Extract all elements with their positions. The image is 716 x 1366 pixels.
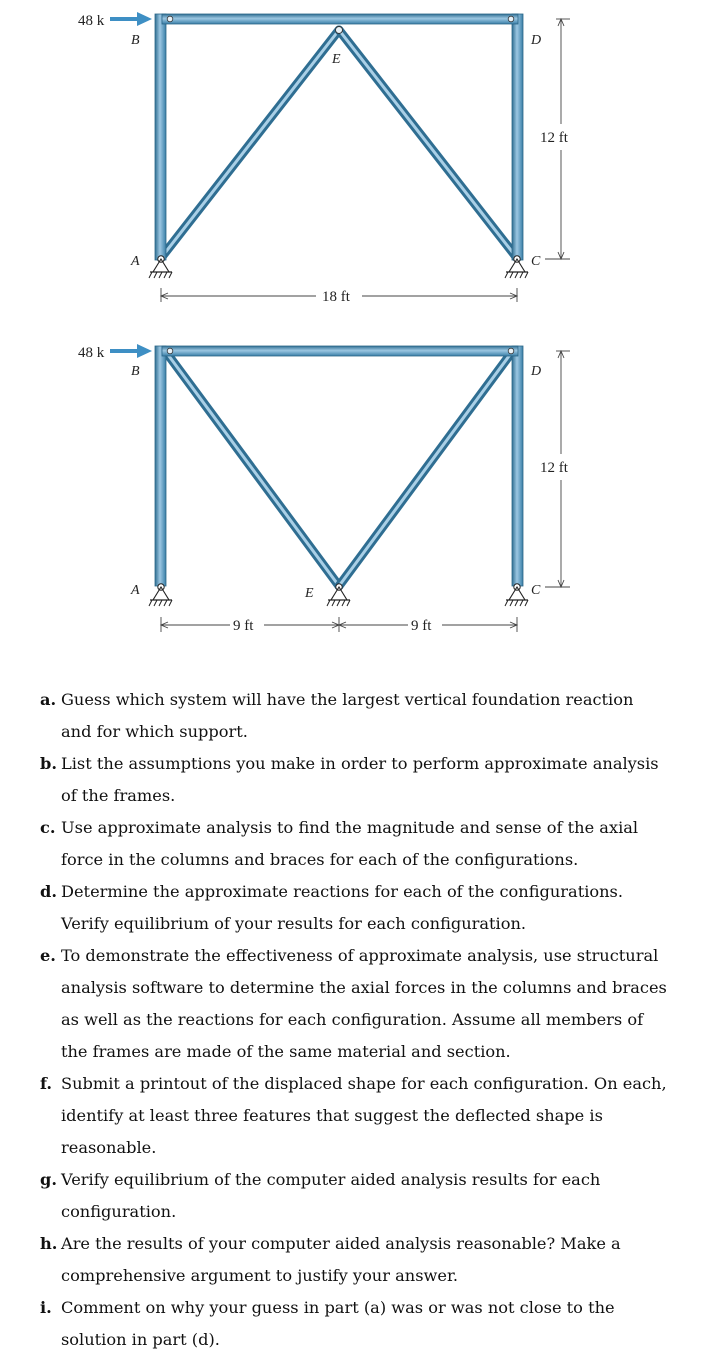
node-label-c: C <box>531 254 541 269</box>
node-label-b: B <box>131 33 140 48</box>
support-a-2 <box>149 584 172 606</box>
load-label-2: 48 k <box>78 345 105 361</box>
question-list <box>40 684 668 1356</box>
question-letter: e. <box>40 946 56 965</box>
question-text: Verify equilibrium of the computer aided analysis results for each configuration. <box>61 1170 601 1221</box>
node-label-c-2: C <box>531 583 541 598</box>
question-letter: d. <box>40 882 57 901</box>
support-e-2 <box>327 584 350 606</box>
frame-1 <box>78 12 570 305</box>
node-label-b-2: B <box>131 364 140 379</box>
question-letter: i. <box>40 1298 52 1317</box>
right-span-label-2: 9 ft <box>411 618 432 634</box>
node-label-a: A <box>131 254 140 269</box>
question-b <box>40 748 668 812</box>
question-letter: c. <box>40 818 56 837</box>
node-label-a-2: A <box>131 583 140 598</box>
column-ab <box>155 14 166 260</box>
question-f <box>40 1068 668 1164</box>
beam-bd <box>162 14 518 24</box>
question-text: List the assumptions you make in order to perform approximate analysis of the frames. <box>61 754 659 805</box>
frame-2 <box>78 344 570 634</box>
left-span-label-2: 9 ft <box>233 618 254 634</box>
question-d <box>40 876 668 940</box>
question-i <box>40 1292 668 1356</box>
question-letter: h. <box>40 1234 58 1253</box>
height-label-2: 12 ft <box>540 460 568 476</box>
support-c-2 <box>505 584 528 606</box>
frames-figure <box>0 0 716 670</box>
question-letter: a. <box>40 690 57 709</box>
question-text: Use approximate analysis to find the magnitude and sense of the axial force in the columns and braces for each of the configurations. <box>61 818 639 869</box>
question-letter: f. <box>40 1074 53 1093</box>
column-cd <box>512 14 523 260</box>
question-text: Guess which system will have the largest vertical foundation reaction and for which support. <box>61 690 634 741</box>
support-a <box>149 256 172 278</box>
question-text: Determine the approximate reactions for each of the configurations. Verify equilibrium of your results for each configuration. <box>61 882 623 933</box>
node-label-e: E <box>332 52 341 67</box>
question-text: Comment on why your guess in part (a) was or was not close to the solution in part (d). <box>61 1298 615 1349</box>
load-arrow-2 <box>110 344 152 358</box>
question-text: Are the results of your computer aided analysis reasonable? Make a comprehensive argument to justify your answer. <box>61 1234 621 1285</box>
question-letter: b. <box>40 754 57 773</box>
question-h <box>40 1228 668 1292</box>
span-label-1: 18 ft <box>322 289 350 305</box>
question-a <box>40 684 668 748</box>
question-letter: g. <box>40 1170 57 1189</box>
support-c <box>505 256 528 278</box>
height-label-1: 12 ft <box>540 130 568 146</box>
node-label-d-2: D <box>531 364 542 379</box>
load-label-1: 48 k <box>78 13 105 29</box>
node-label-d: D <box>531 33 542 48</box>
question-text: To demonstrate the effectiveness of approximate analysis, use structural analysis software to determine the axial forces in the columns and braces as well as the reactions for each configuration. Assume all members of the frames are made of the same material and section. <box>61 946 667 1061</box>
column-cd-2 <box>512 346 523 586</box>
pin-e <box>336 27 343 34</box>
question-g <box>40 1164 668 1228</box>
beam-bd-2 <box>162 346 518 356</box>
question-e <box>40 940 668 1068</box>
question-text: Submit a printout of the displaced shape for each configuration. On each, identify at least three features that suggest the deflected shape is reasonable. <box>61 1074 667 1157</box>
question-c <box>40 812 668 876</box>
node-label-e-2: E <box>305 586 314 601</box>
span-dimension-2 <box>161 617 517 632</box>
column-ab-2 <box>155 346 166 586</box>
load-arrow-1 <box>110 12 152 26</box>
